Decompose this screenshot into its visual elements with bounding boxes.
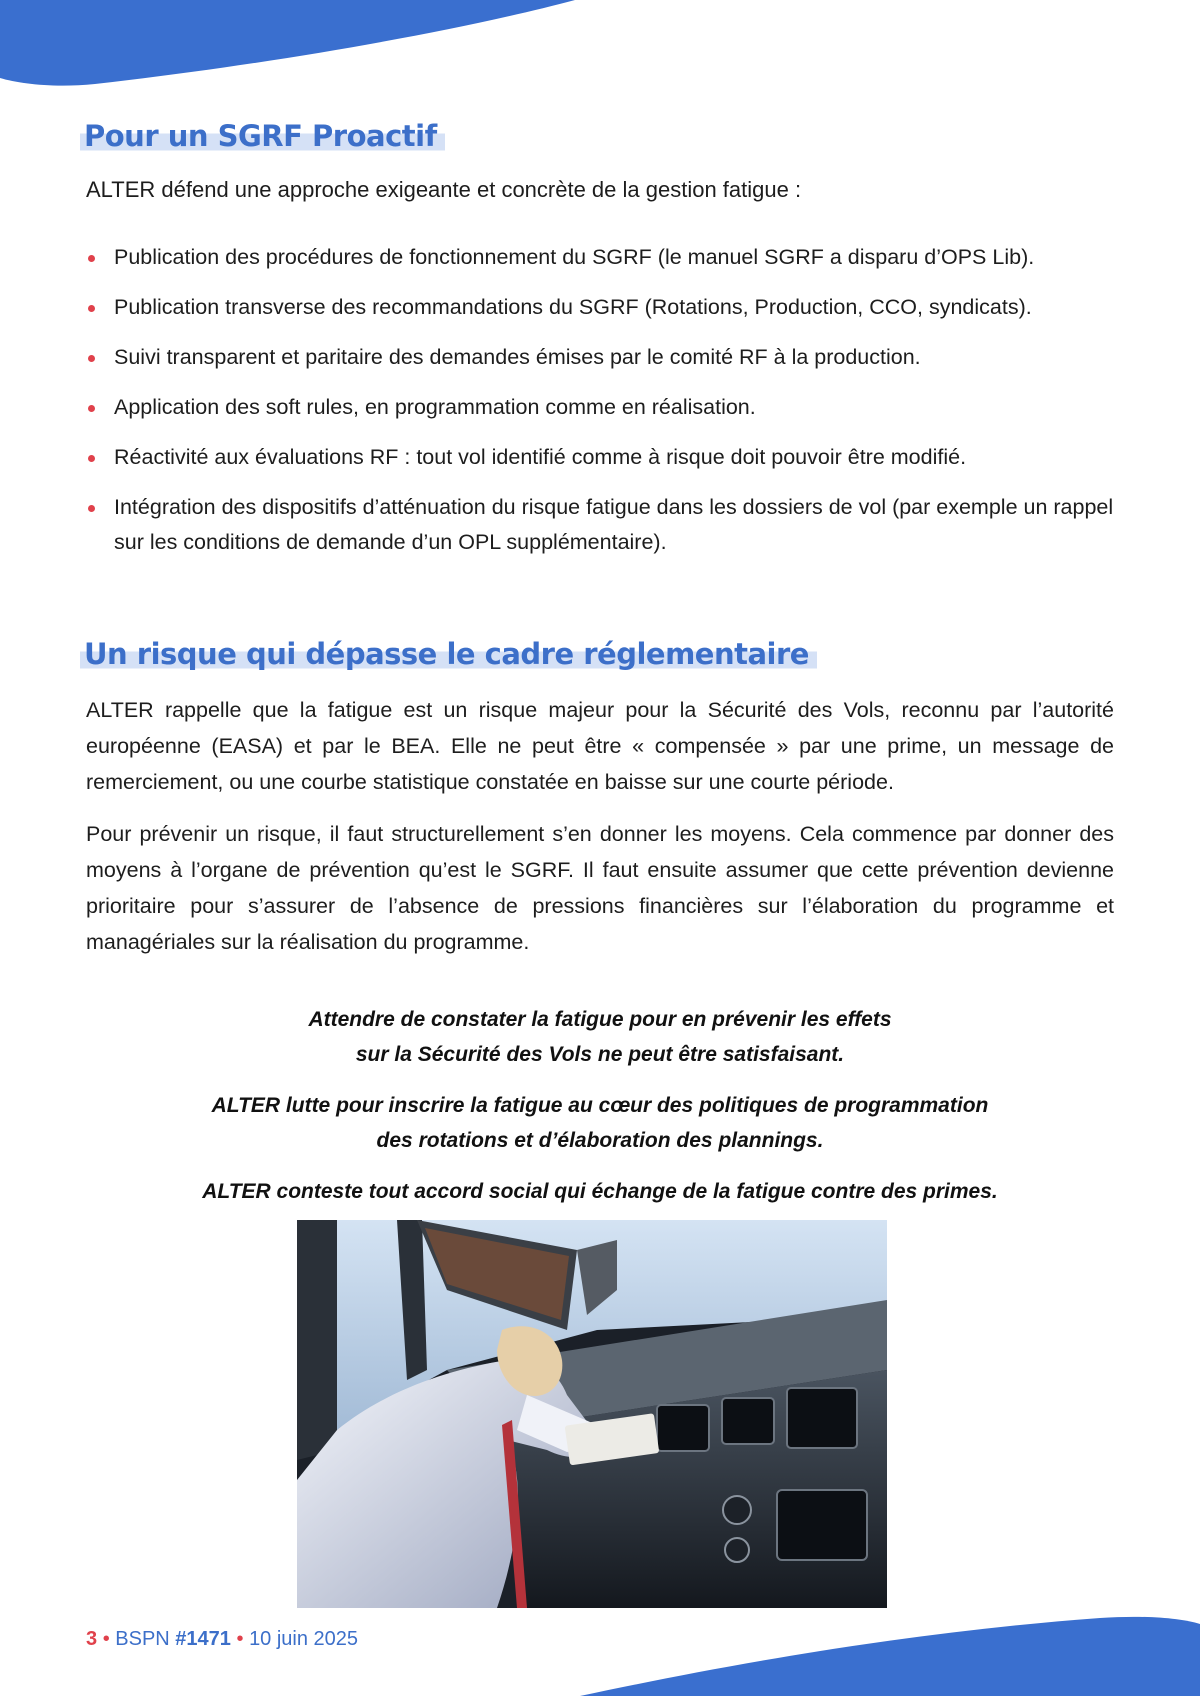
bullet-dot-icon	[88, 405, 95, 412]
bullet-dot-icon	[88, 355, 95, 362]
issue-date: 10 juin 2025	[249, 1628, 359, 1650]
list-item: Intégration des dispositifs d’atténuation du risque fatigue dans les dossiers de vol (par exemple un rappel sur les conditions de demande d’un OPL supplémentaire).	[86, 490, 1126, 560]
bullet-list	[86, 240, 1126, 575]
top-wave-decoration	[0, 0, 600, 90]
quote-block	[100, 1002, 1100, 1204]
bullet-dot-icon	[88, 505, 95, 512]
quote-2: ALTER lutte pour inscrire la fatigue au cœur des politiques de programmation des rotations et d’élaboration des plannings.	[211, 1094, 989, 1152]
publication-name: BSPN	[115, 1628, 170, 1650]
section-title-risque: Un risque qui dépasse le cadre réglementaire	[80, 636, 817, 672]
issue-number: #1471	[175, 1628, 231, 1650]
list-item: Application des soft rules, en programmation comme en réalisation.	[86, 390, 1126, 425]
bullet-dot-icon	[88, 455, 95, 462]
quote-3: ALTER conteste tout accord social qui échange de la fatigue contre des primes.	[202, 1180, 998, 1203]
list-item: Réactivité aux évaluations RF : tout vol identifié comme à risque doit pouvoir être modifié.	[86, 440, 1126, 475]
list-item: Publication transverse des recommandations du SGRF (Rotations, Production, CCO, syndicats).	[86, 290, 1126, 325]
bullet-dot-icon	[88, 255, 95, 262]
bottom-wave-decoration	[580, 1604, 1200, 1696]
cockpit-photo	[297, 1220, 887, 1608]
paragraph-risk: ALTER rappelle que la fatigue est un risque majeur pour la Sécurité des Vols, reconnu par l’autorité européenne (EASA) et par le BEA. Elle ne peut être « compensée » par une prime, un message de remerciement, ou une courbe statistique constatée en baisse sur une courte période.	[86, 698, 1114, 794]
page-number: 3	[86, 1628, 98, 1650]
list-item: Suivi transparent et paritaire des demandes émises par le comité RF à la production.	[86, 340, 1126, 375]
section-intro: ALTER défend une approche exigeante et concrète de la gestion fatigue :	[86, 177, 802, 202]
quote-1: Attendre de constater la fatigue pour en prévenir les effets sur la Sécurité des Vols ne peut être satisfaisant.	[308, 1008, 892, 1066]
list-item: Publication des procédures de fonctionnement du SGRF (le manuel SGRF a disparu d’OPS Lib).	[86, 240, 1126, 275]
bullet-dot-icon	[88, 305, 95, 312]
paragraph-prevention: Pour prévenir un risque, il faut structurellement s’en donner les moyens. Cela commence par donner des moyens à l’organe de prévention qu’est le SGRF. Il faut ensuite assumer que cette prévention devienne prioritaire pour s’assurer de l’absence de pressions financières sur l’élaboration du programme et managériales sur la réalisation du programme.	[86, 822, 1114, 954]
page-footer: 3 • BSPN #1471 • 10 juin 2025	[86, 1628, 359, 1650]
section-title-proactif: Pour un SGRF Proactif	[80, 118, 445, 154]
